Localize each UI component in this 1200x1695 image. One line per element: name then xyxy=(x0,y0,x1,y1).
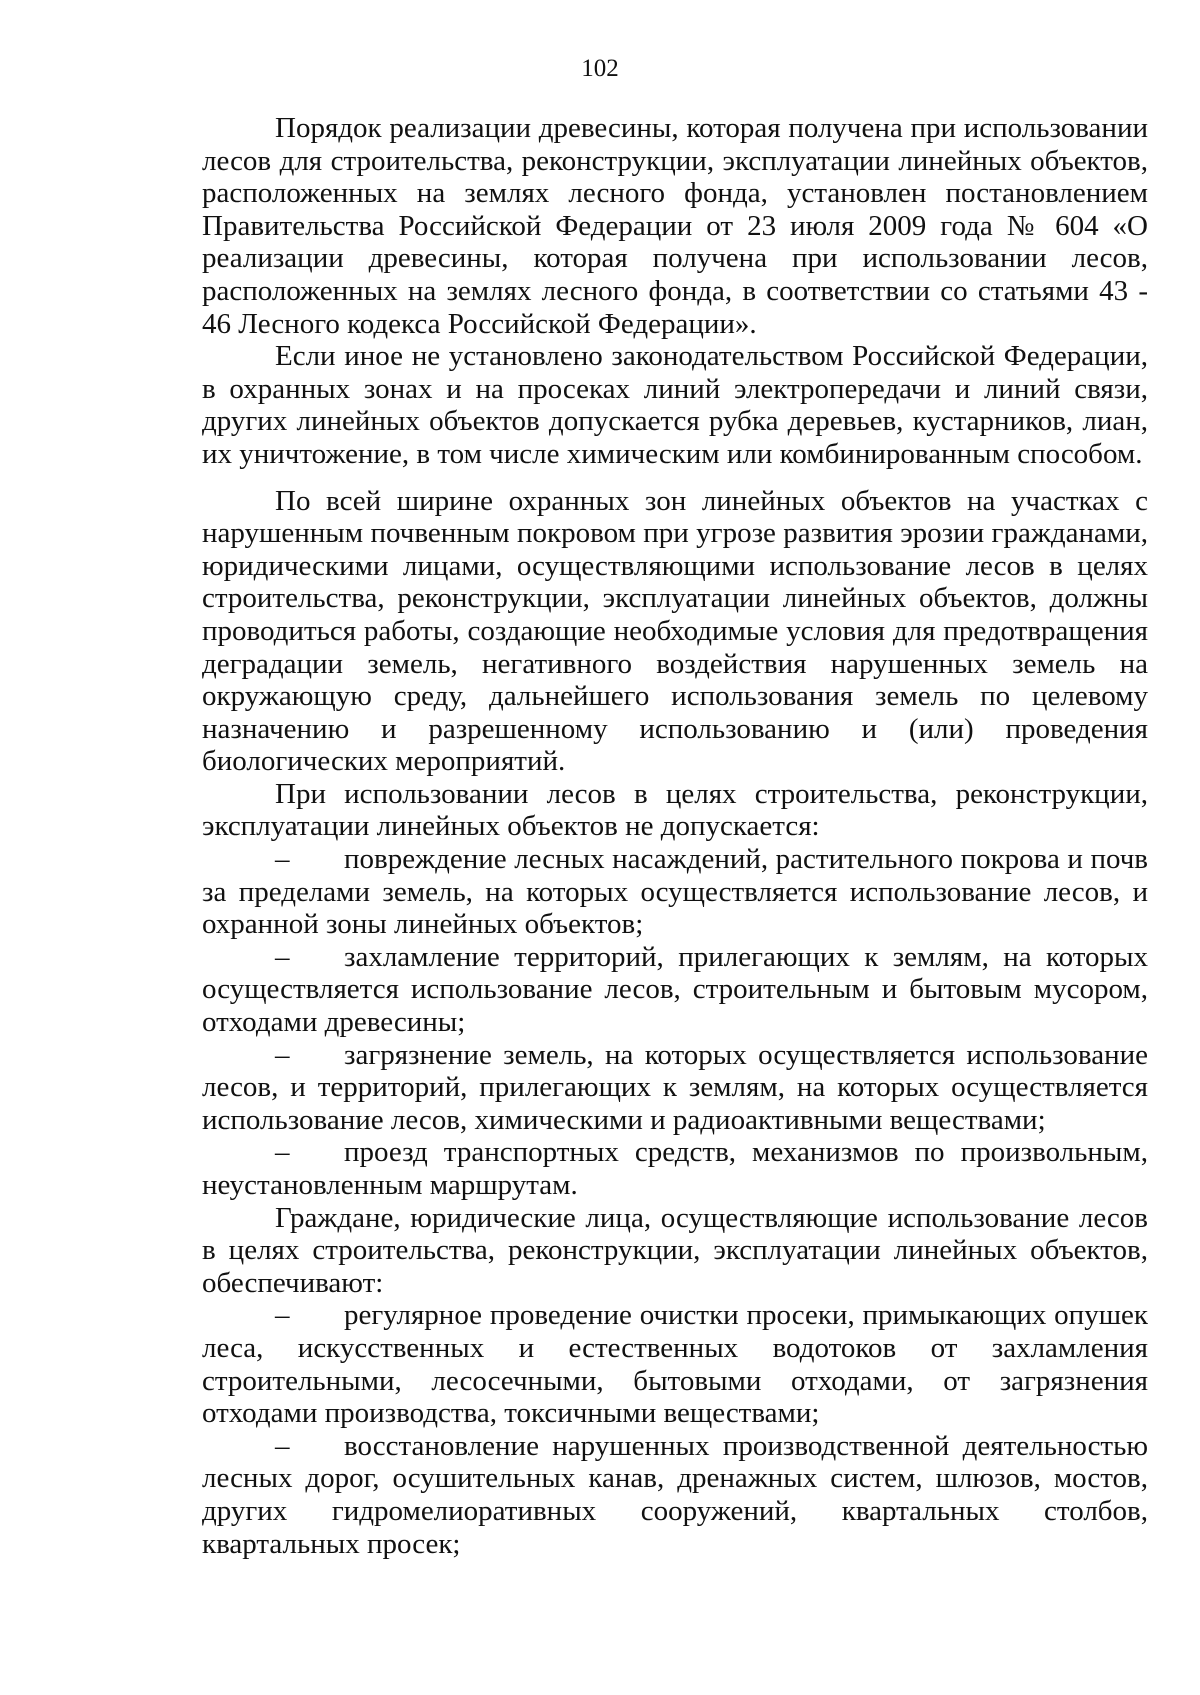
obligation-item-text: регулярное проведение очистки просеки, примыкающих опушек леса, искусственных и естественных водотоков от захламления строительными, лесосечными, бытовыми отходами, от загрязнения отходами производства, токсичными веществами; xyxy=(202,1299,1148,1430)
prohibition-item xyxy=(202,1039,1148,1137)
prohibition-item xyxy=(202,843,1148,941)
dash-marker: – xyxy=(275,843,290,876)
prohibition-item xyxy=(202,1136,1148,1201)
dash-marker: – xyxy=(275,1136,290,1169)
dash-marker: – xyxy=(275,1038,290,1071)
page-number: 102 xyxy=(581,55,619,82)
paragraph-prohibitions-intro: При использовании лесов в целях строительства, реконструкции, эксплуатации линейных объектов не допускается: xyxy=(202,777,1148,843)
dash-marker: – xyxy=(275,940,290,973)
paragraph-obligations-intro: Граждане, юридические лица, осуществляющие использование лесов в целях строительства, реконструкции, эксплуатации линейных объектов, обеспечивают: xyxy=(202,1201,1148,1299)
paragraph-felling-in-protection-zones: Если иное не установлено законодательством Российской Федерации, в охранных зонах и на просеках линий электропередачи и линий связи, других линейных объектов допускается рубка деревьев, кустарников, лиан, их уничтожение, в том числе химическим или комбинированным способом. xyxy=(202,340,1148,470)
prohibition-item-text: загрязнение земель, на которых осуществляется использование лесов, и территорий, прилегающих к землям, на которых осуществляется использование лесов, химическими и радиоактивными веществами; xyxy=(202,1038,1148,1136)
document-body xyxy=(202,112,1148,1560)
prohibition-item-text: повреждение лесных насаждений, растительного покрова и почв за пределами земель, на которых осуществляется использование лесов, и охранной зоны линейных объектов; xyxy=(202,843,1148,941)
obligation-item xyxy=(202,1299,1148,1429)
dash-marker: – xyxy=(275,1299,290,1332)
prohibition-item-text: захламление территорий, прилегающих к землям, на которых осуществляется использование лесов, строительным и бытовым мусором, отходами древесины; xyxy=(202,940,1148,1039)
paragraph-timber-sale-order: Порядок реализации древесины, которая получена при использовании лесов для строительства, реконструкции, эксплуатации линейных объектов, расположенных на землях лесного фонда, установлен постановлением Правительства Российской Федерации от 23 июля 2009 года № 604 «О реализации древесины, которая получена при использовании лесов, расположенных на землях лесного фонда, в соответствии со статьями 43 - 46 Лесного кодекса Российской Федерации». xyxy=(202,112,1148,340)
prohibition-item-text: проезд транспортных средств, механизмов по произвольным, неустановленным маршрутам. xyxy=(202,1136,1148,1201)
obligation-item xyxy=(202,1430,1148,1560)
dash-marker: – xyxy=(275,1429,290,1462)
obligation-item-text: восстановление нарушенных производственной деятельностью лесных дорог, осушительных канав, дренажных систем, шлюзов, мостов, других гидромелиоративных сооружений, квартальных столбов, квартальных просек; xyxy=(202,1429,1148,1560)
paragraph-erosion-works: По всей ширине охранных зон линейных объектов на участках с нарушенным почвенным покровом при угрозе развития эрозии гражданами, юридическими лицами, осуществляющими использование лесов в целях строительства, реконструкции, эксплуатации линейных объектов, должны проводиться работы, создающие необходимые условия для предотвращения деградации земель, негативного воздействия нарушенных земель на окружающую среду, дальнейшего использования земель по целевому назначению и разрешенному использованию и (или) проведения биологических мероприятий. xyxy=(202,484,1148,778)
prohibition-item xyxy=(202,941,1148,1039)
